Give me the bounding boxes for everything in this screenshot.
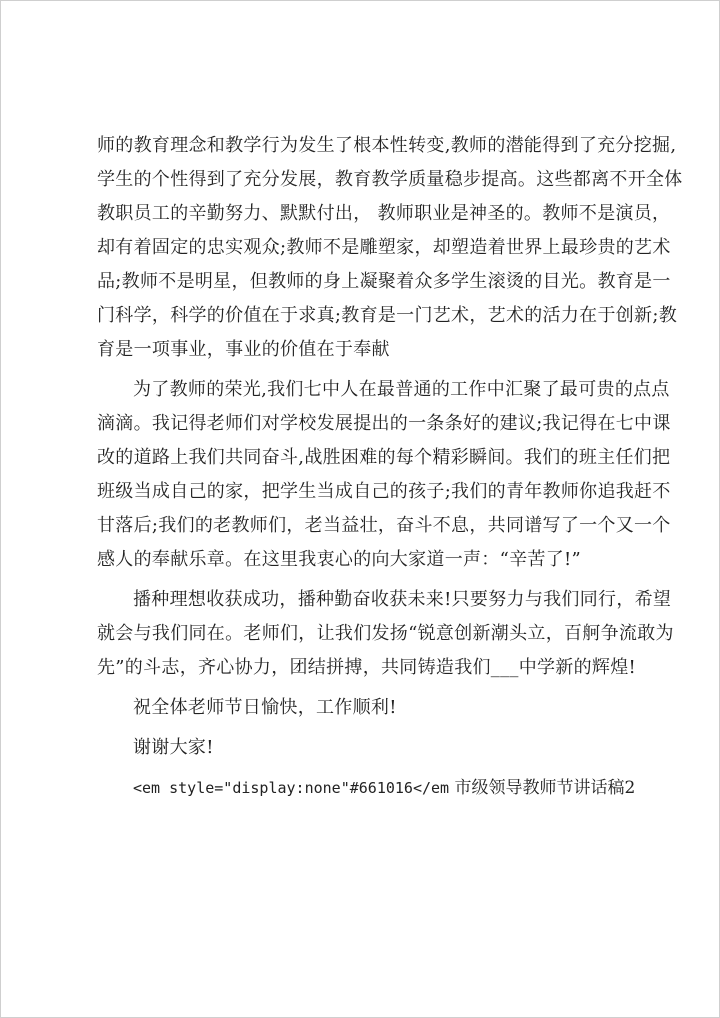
text-line: 播种理想收获成功，播种勤奋收获未来!只要努力与我们同行，希望 [133, 589, 672, 610]
text-line: 门科学，科学的价值在于求真;教育是一门艺术，艺术的活力在于创新;教 [97, 305, 678, 326]
text-line: 品;教师不是明星，但教师的身上凝聚着众多学生滚烫的目光。教育是一 [97, 271, 671, 292]
paragraph [97, 691, 637, 725]
text-line: 育是一项事业，事业的价值在于奉献 [97, 339, 390, 360]
document-body [97, 129, 683, 805]
text-line: 甘落后;我们的老教师们，老当益壮，奋斗不息，共同谱写了一个又一个 [97, 515, 671, 536]
text-line: 班级当成自己的家，把学生当成自己的孩子;我们的青年教师你追我赶不 [97, 481, 671, 502]
text-line: 先”的斗志，齐心协力，团结拼搏，共同铸造我们___中学新的辉煌! [97, 657, 637, 678]
next-section-heading [97, 771, 637, 805]
paragraph [97, 129, 683, 367]
stray-html-code: <em style="display:none"#661016</em [133, 779, 450, 797]
text-line: 教职员工的辛勤努力、默默付出， 教师职业是神圣的。教师不是演员， [97, 203, 671, 224]
paragraph [97, 373, 671, 577]
paragraph [97, 731, 637, 765]
text-line: 却有着固定的忠实观众;教师不是雕塑家，却塑造着世界上最珍贵的艺术 [97, 237, 671, 258]
paragraph [97, 583, 674, 685]
text-line: 师的教育理念和教学行为发生了根本性转变,教师的潜能得到了充分挖掘, [97, 135, 677, 156]
text-line: 感人的奉献乐章。在这里我衷心的向大家道一声：“辛苦了!” [97, 549, 582, 570]
text-line: 就会与我们同在。老师们，让我们发扬“锐意创新潮头立，百舸争流敢为 [97, 623, 674, 644]
section-title: 市级领导教师节讲话稿2 [449, 778, 636, 798]
text-line: 学生的个性得到了充分发展，教育教学质量稳步提高。这些都离不开全体 [97, 169, 683, 190]
text-line: 改的道路上我们共同奋斗,战胜困难的每个精彩瞬间。我们的班主任们把 [97, 447, 671, 468]
text-line: 为了教师的荣光,我们七中人在最普通的工作中汇聚了最可贵的点点 [133, 379, 670, 400]
text-line: 滴滴。我记得老师们对学校发展提出的一条条好的建议;我记得在七中课 [97, 413, 671, 434]
text-line: 祝全体老师节日愉快，工作顺利! [133, 697, 397, 718]
text-line: 谢谢大家! [133, 737, 214, 758]
